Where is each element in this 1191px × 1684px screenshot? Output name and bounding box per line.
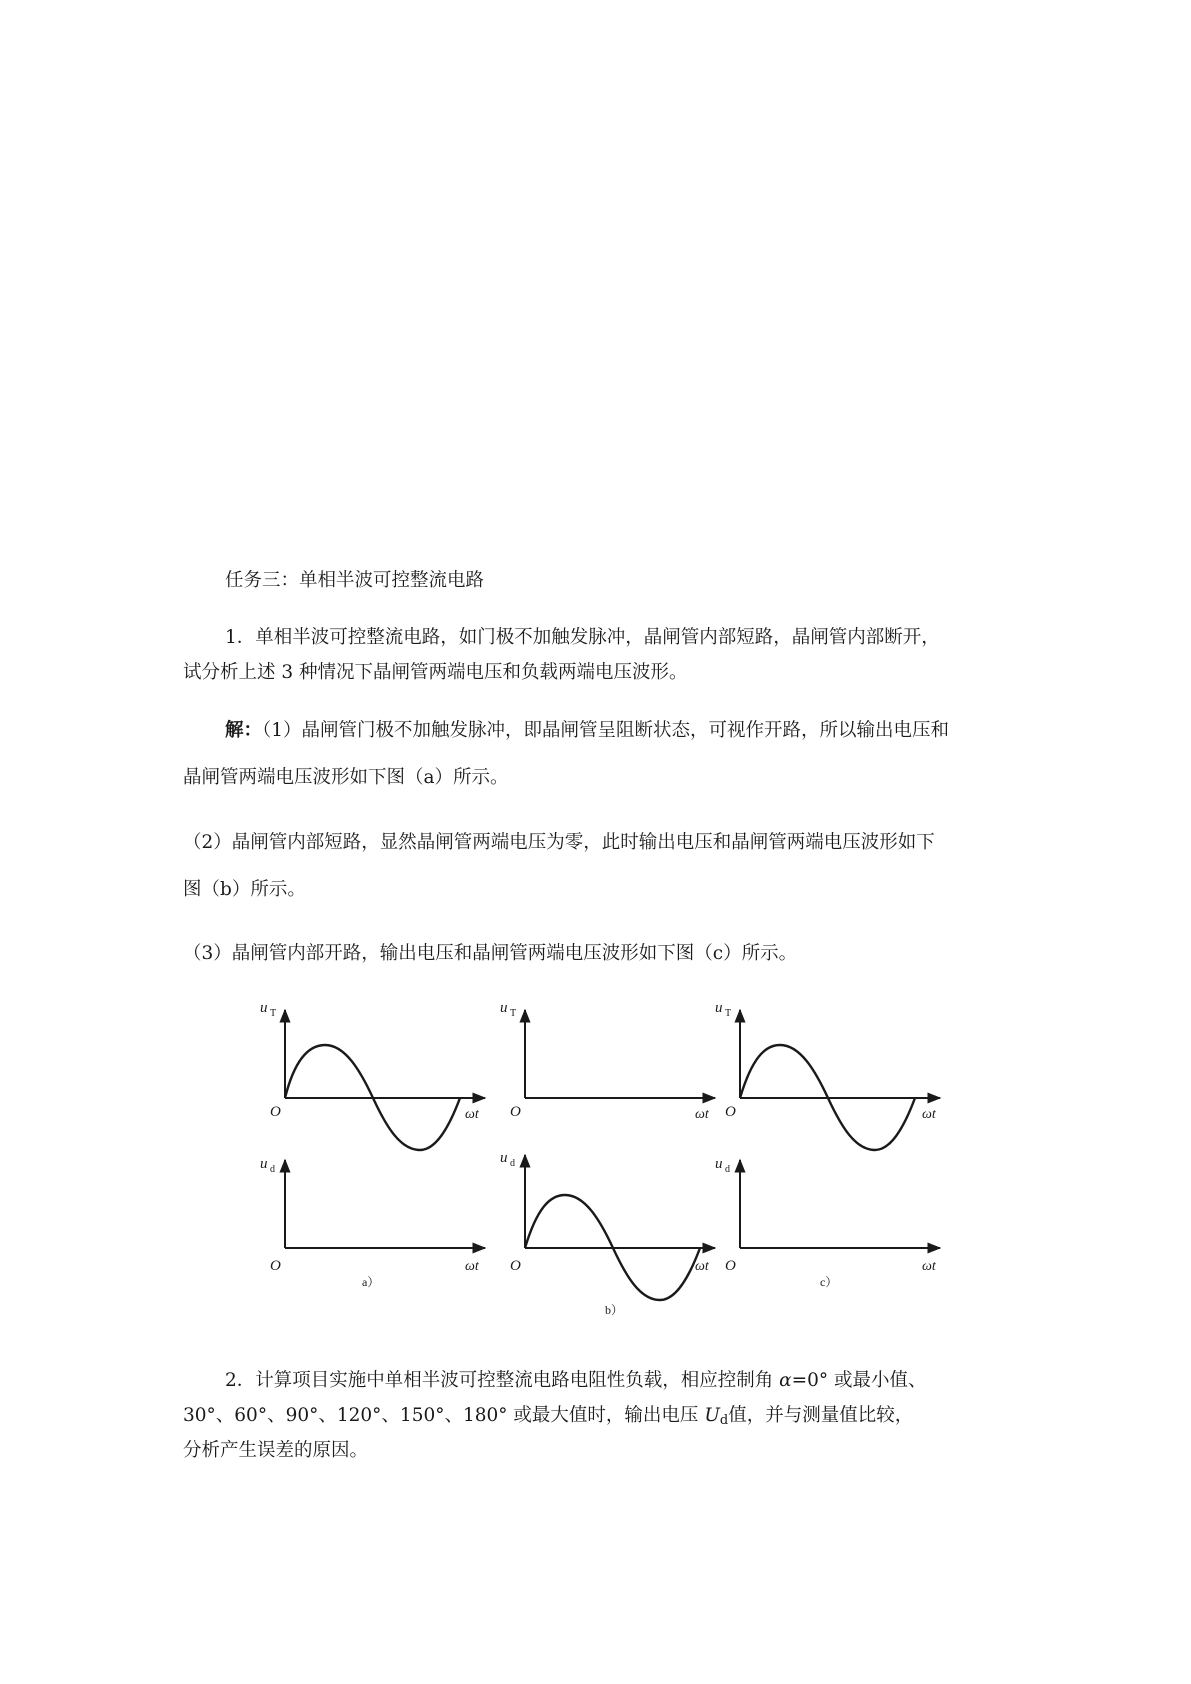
- answer-paragraph-1: [225, 718, 1055, 744]
- panel-a-bottom-origin: O: [270, 1258, 281, 1274]
- panel-a-top-xlabel: ωt: [465, 1107, 479, 1122]
- panel-a-ud-sub: d: [270, 1164, 275, 1175]
- panel-a-ut-sub: T: [270, 1008, 277, 1019]
- panel-a-bottom-xlabel: ωt: [465, 1259, 479, 1274]
- caption-c: c）: [820, 1275, 838, 1289]
- panel-c-ut-sub: T: [725, 1008, 732, 1019]
- panel-b-ut-label: u: [500, 1000, 508, 1016]
- panel-b-bottom-ud: [500, 1150, 715, 1317]
- answer-p2-line-2: 图（b）所示。: [183, 879, 306, 900]
- panel-b-ud-sub: d: [510, 1158, 515, 1169]
- panel-c-ut-label: u: [715, 1000, 723, 1016]
- panel-b-top-ut: [500, 1000, 715, 1122]
- panel-c-top-xlabel: ωt: [922, 1107, 936, 1122]
- answer-p2-line-1: （2）晶闸管内部短路，显然晶闸管两端电压为零，此时输出电压和晶闸管两端电压波形如下: [183, 832, 935, 853]
- panel-b-bottom-xlabel: ωt: [695, 1259, 709, 1274]
- q2-line2-text-a: 30°、60°、90°、120°、150°、180° 或最大值时，输出电压: [183, 1405, 705, 1426]
- alpha-symbol: α: [779, 1370, 792, 1391]
- panel-c-bottom-origin: O: [725, 1258, 736, 1274]
- question-1-line-2: 试分析上述 3 种情况下晶闸管两端电压和负载两端电压波形。: [183, 662, 688, 683]
- question-1-line-1: 1．单相半波可控整流电路，如门极不加触发脉冲，晶闸管内部短路，晶闸管内部断开，: [225, 627, 940, 648]
- panel-c-bottom-ud: [715, 1156, 940, 1289]
- answer-p1-line-2: 晶闸管两端电压波形如下图（a）所示。: [183, 767, 509, 788]
- panel-b-ud-label: u: [500, 1150, 508, 1166]
- answer-p3-line-1: （3）晶闸管内部开路，输出电压和晶闸管两端电压波形如下图（c）所示。: [183, 943, 798, 964]
- panel-a-ud-label: u: [260, 1156, 268, 1172]
- caption-a: a）: [362, 1275, 380, 1289]
- panel-a-top-ut: [260, 1000, 485, 1150]
- question-2-line-2: [183, 1403, 1013, 1434]
- question-2-line-1: [225, 1368, 1055, 1394]
- panel-a-top-origin: O: [270, 1104, 281, 1120]
- panel-b-bottom-origin: O: [510, 1258, 521, 1274]
- panel-c-ud-sub: d: [725, 1164, 730, 1175]
- panel-b-top-xlabel: ωt: [695, 1107, 709, 1122]
- panel-b-top-origin: O: [510, 1104, 521, 1120]
- ud-subscript: d: [719, 1413, 729, 1428]
- panel-b-ut-sub: T: [510, 1008, 517, 1019]
- answer-label: 解：: [225, 720, 263, 741]
- q2-line1-text-b: =0° 或最小值、: [791, 1370, 927, 1391]
- ud-symbol: U: [704, 1405, 720, 1426]
- section-title: 任务三：单相半波可控整流电路: [225, 570, 485, 591]
- q2-line1-text-a: 2．计算项目实施中单相半波可控整流电路电阻性负载，相应控制角: [225, 1370, 780, 1391]
- panel-a-ut-label: u: [260, 1000, 268, 1016]
- panel-c-ud-label: u: [715, 1156, 723, 1172]
- q2-line2-text-b: 值，并与测量值比较，: [728, 1405, 914, 1426]
- panel-a-bottom-ud: [260, 1156, 485, 1289]
- panel-c-top-ut: [715, 1000, 940, 1150]
- waveform-figure: [250, 990, 970, 1320]
- panel-c-bottom-xlabel: ωt: [922, 1259, 936, 1274]
- caption-b: b）: [605, 1303, 624, 1317]
- answer-p1-line-1: （1）晶闸管门极不加触发脉冲，即晶闸管呈阻断状态，可视作开路，所以输出电压和: [262, 720, 950, 741]
- question-2-line-3: 分析产生误差的原因。: [183, 1440, 369, 1461]
- panel-c-top-origin: O: [725, 1104, 736, 1120]
